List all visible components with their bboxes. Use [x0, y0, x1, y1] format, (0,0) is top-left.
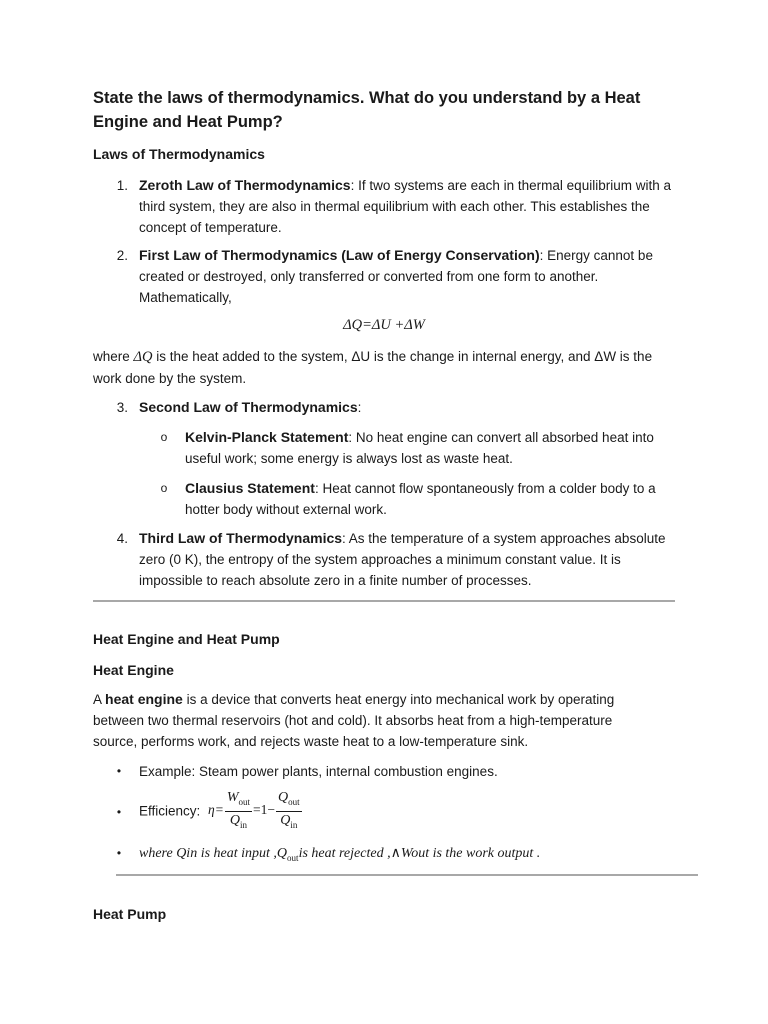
- statement-text: [185, 478, 677, 520]
- law-number: 4.: [116, 531, 128, 546]
- efficiency-bullet: [139, 789, 439, 834]
- first-law-formula: ΔQ=ΔU +ΔW: [343, 317, 425, 333]
- bullet-icon: •: [116, 764, 122, 778]
- law-number: 2.: [116, 248, 128, 263]
- law-description: : Energy cannot be created or destroyed, only transferred or converted from one form to another. Mathematically,: [139, 248, 653, 305]
- eta-symbol: η=: [208, 802, 224, 818]
- where-q: Q: [276, 846, 288, 861]
- statement-text: [185, 427, 675, 469]
- q-symbol: Q: [280, 812, 291, 828]
- law-text: [139, 245, 669, 308]
- question-title: State the laws of thermodynamics. What do you understand by a Heat Engine and Heat Pump?: [93, 89, 641, 131]
- para-body: is a device that converts heat energy into mechanical work by operating between two thermal reservoirs (hot and cold). It absorbs heat from a high-temperature source, performs work, and rejects waste heat to a low-temperature sink.: [93, 692, 615, 749]
- law-term: First Law of Thermodynamics (Law of Energy Conservation): [139, 247, 540, 263]
- law-text: [139, 397, 669, 418]
- law-term: Second Law of Thermodynamics: [139, 399, 358, 415]
- delta-q-symbol: ΔQ: [133, 349, 153, 365]
- law-number: 1.: [116, 178, 128, 193]
- section-divider: [93, 600, 675, 602]
- where-part-a: where Qin is heat input ,: [139, 846, 277, 861]
- statement-description: : No heat engine can convert all absorbed heat into useful work; some energy is always lost as waste heat.: [185, 430, 654, 466]
- bullet-icon: •: [116, 805, 122, 819]
- where-part-b: is heat rejected ,∧Wout is the work output .: [298, 846, 541, 861]
- statement-term: Kelvin-Planck Statement: [185, 429, 349, 445]
- law-description: : If two systems are each in thermal equilibrium with a third system, they are also in thermal equilibrium with each other. This establishes the concept of temperature.: [139, 178, 671, 235]
- law-description: : As the temperature of a system approaches absolute zero (0 K), the entropy of the system approaches a minimum constant value. It is impossible to reach absolute zero in a finite number of processes.: [139, 531, 666, 588]
- law-text: [139, 175, 679, 238]
- laws-heading: Laws of Thermodynamics: [93, 146, 265, 162]
- law-text: [139, 528, 676, 591]
- section-divider: [116, 874, 698, 876]
- out-subscript: out: [288, 796, 300, 807]
- example-bullet: Example: Steam power plants, internal combustion engines.: [139, 764, 498, 779]
- para-prefix: A: [93, 692, 106, 707]
- bullet-icon: •: [116, 846, 122, 860]
- one-minus: =1−: [253, 802, 276, 818]
- heat-engine-heading: Heat Engine: [93, 662, 174, 678]
- where-rest: is the heat added to the system, ΔU is the change in internal energy, and ΔW is the work done by the system.: [93, 349, 653, 386]
- in-subscript: in: [290, 819, 298, 830]
- efficiency-label: Efficiency:: [139, 803, 201, 819]
- heat-engine-term: heat engine: [105, 691, 183, 707]
- circle-bullet-icon: o: [160, 481, 168, 495]
- efficiency-formula: [208, 790, 303, 830]
- q-symbol: Q: [278, 790, 289, 805]
- heat-pump-heading: Heat Pump: [93, 906, 167, 922]
- heat-engine-paragraph: [93, 689, 653, 752]
- in-subscript: in: [240, 819, 248, 830]
- heat-ratio-fraction: [276, 789, 302, 834]
- law-number: 3.: [116, 400, 128, 415]
- where-prefix: where: [93, 349, 134, 364]
- law-term: Zeroth Law of Thermodynamics: [139, 177, 351, 193]
- law-description: :: [357, 400, 362, 415]
- section-heading-engine-pump: Heat Engine and Heat Pump: [93, 631, 280, 647]
- w-symbol: W: [226, 790, 239, 805]
- statement-term: Clausius Statement: [185, 480, 315, 496]
- work-over-heat-fraction: [225, 789, 252, 834]
- first-law-explanation: [93, 346, 663, 389]
- law-term: Third Law of Thermodynamics: [139, 530, 343, 546]
- circle-bullet-icon: o: [160, 430, 168, 444]
- where-bullet: [139, 843, 679, 869]
- out-subscript: out: [238, 796, 251, 807]
- where-subscript: out: [287, 852, 299, 863]
- statement-description: : Heat cannot flow spontaneously from a colder body to a hotter body without external work.: [185, 481, 656, 517]
- q-symbol: Q: [229, 812, 240, 828]
